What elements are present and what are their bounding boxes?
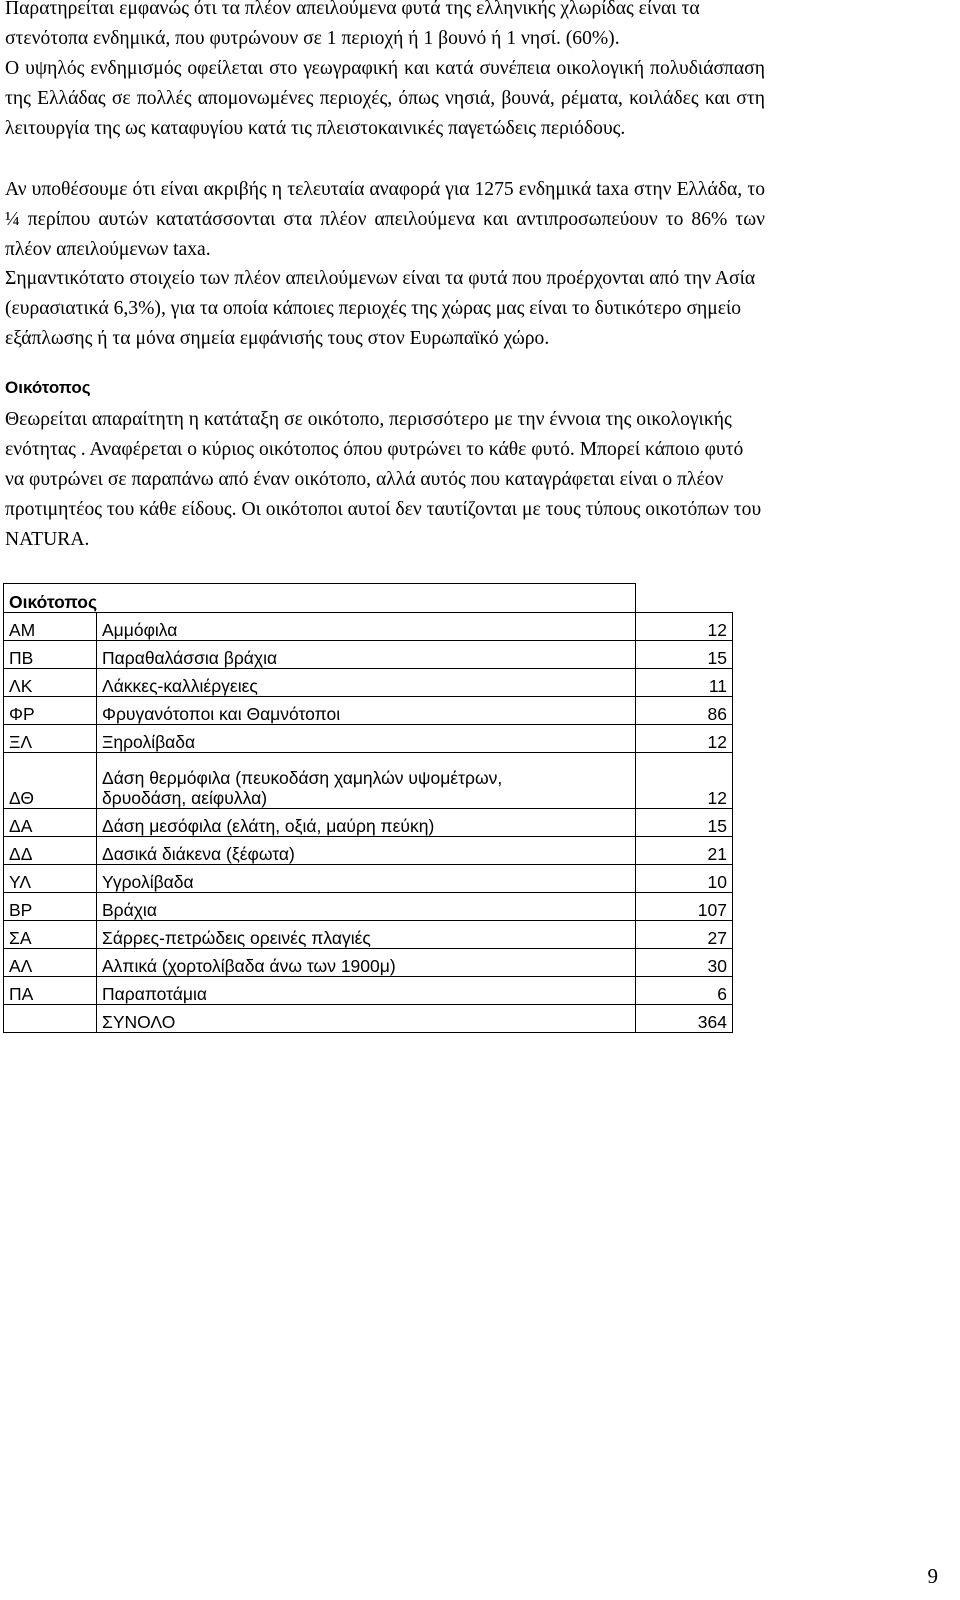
- table-row: [4, 809, 733, 837]
- habitat-name: Δασικά διάκενα (ξέφωτα): [97, 837, 636, 865]
- habitat-count: 107: [636, 893, 733, 921]
- table-row: [4, 837, 733, 865]
- habitat-count: 11: [636, 669, 733, 697]
- page-number: 9: [927, 1564, 938, 1588]
- table-total-row: [4, 1005, 733, 1033]
- habitat-count: 15: [636, 809, 733, 837]
- habitat-code: ΔΑ: [4, 809, 97, 837]
- habitat-name: Αλπικά (χορτολίβαδα άνω των 1900μ): [97, 949, 636, 977]
- habitat-name: Ξηρολίβαδα: [97, 725, 636, 753]
- habitat-code: ΛΚ: [4, 669, 97, 697]
- habitat-count: 12: [636, 613, 733, 641]
- paragraph-asian-origin: Σημαντικότατο στοιχείο των πλέον απειλούμενων είναι τα φυτά που προέρχονται από την Ασία (ευρασιατικά 6,3%), για τα οποία κάποιες περιοχές της χώρας μας είναι το δυτικότερο σημείο εξάπλωσης ή τα μόνα σημεία εμφάνισής τους στον Ευρωπαϊκό χώρο.: [5, 268, 756, 349]
- habitat-name: Παραποτάμια: [97, 977, 636, 1005]
- habitat-code: ΔΔ: [4, 837, 97, 865]
- habitat-count: 27: [636, 921, 733, 949]
- table-row: [4, 669, 733, 697]
- total-value: 364: [636, 1005, 733, 1033]
- table-row: [4, 977, 733, 1005]
- table-row: [4, 921, 733, 949]
- habitat-code: ΑΛ: [4, 949, 97, 977]
- habitat-count: 86: [636, 697, 733, 725]
- habitat-count: 15: [636, 641, 733, 669]
- habitat-name: Παραθαλάσσια βράχια: [97, 641, 636, 669]
- total-label: ΣΥΝΟΛΟ: [97, 1005, 636, 1033]
- table-title-row: [4, 584, 733, 613]
- table-row: [4, 893, 733, 921]
- habitat-name: Λάκκες-καλλιέργειες: [97, 669, 636, 697]
- table-row: [4, 753, 733, 809]
- habitat-count: 12: [636, 725, 733, 753]
- table-row: [4, 725, 733, 753]
- table-row: [4, 949, 733, 977]
- habitat-name: Βράχια: [97, 893, 636, 921]
- table-title: Οικότοπος: [4, 584, 636, 613]
- habitat-code: ΠΒ: [4, 641, 97, 669]
- paragraph-endemic-taxa: Αν υποθέσουμε ότι είναι ακριβής η τελευταία αναφορά για 1275 ενδημικά taxa στην Ελλάδα, το ¼ περίπου αυτών κατατάσσονται στα πλέον απειλούμενα και αντιπροσωπεύουν το 86% των πλέον απειλούμενων taxa.: [5, 179, 765, 260]
- habitat-count: 6: [636, 977, 733, 1005]
- habitat-count: 30: [636, 949, 733, 977]
- table-row: [4, 697, 733, 725]
- habitat-name: [97, 753, 636, 809]
- paragraph-endemism-cause: Ο υψηλός ενδημισμός οφείλεται στο γεωγραφική και κατά συνέπεια οικολογική πολυδιάσπαση της Ελλάδας σε πολλές απομονωμένες περιοχές, όπως νησιά, βουνά, ρέματα, κοιλάδες και στη λειτουργία της ως καταφυγίου κατά τις πλειστοκαινικές παγετώδεις περιόδους.: [5, 58, 765, 139]
- habitat-code: ΞΛ: [4, 725, 97, 753]
- habitat-name: Αμμόφιλα: [97, 613, 636, 641]
- habitat-count: 10: [636, 865, 733, 893]
- section-heading-habitat: Οικότοπος: [5, 378, 91, 397]
- habitat-name: Δάση μεσόφιλα (ελάτη, οξιά, μαύρη πεύκη): [97, 809, 636, 837]
- habitat-code: ΠΑ: [4, 977, 97, 1005]
- table-title-empty-cell: [636, 584, 733, 613]
- table-row: [4, 641, 733, 669]
- habitat-code: ΣΑ: [4, 921, 97, 949]
- habitat-name: Υγρολίβαδα: [97, 865, 636, 893]
- habitat-code: ΑΜ: [4, 613, 97, 641]
- habitat-count: 21: [636, 837, 733, 865]
- habitat-count: 12: [636, 753, 733, 809]
- habitat-name: Σάρρες-πετρώδεις ορεινές πλαγιές: [97, 921, 636, 949]
- paragraph-habitat-description: Θεωρείται απαραίτητη η κατάταξη σε οικότοπο, περισσότερο με την έννοια της οικολογικής ενότητας . Αναφέρεται ο κύριος οικότοπος όπου φυτρώνει το κάθε φυτό. Μπορεί κάποιο φυτό να φυτρώνει σε παραπάνω από έναν οικότοπο, αλλά αυτός που καταγράφεται είναι ο πλέον προτιμητέος του κάθε είδους. Οι οικότοποι αυτοί δεν ταυτίζονται με τους τύπους οικοτόπων του NATURA.: [5, 409, 762, 550]
- habitat-name-line-1: Δάση θερμόφιλα (πευκοδάση χαμηλών υψομέτρων,: [102, 768, 503, 788]
- habitat-name: Φρυγανότοποι και Θαμνότοποι: [97, 697, 636, 725]
- habitat-table: [3, 583, 733, 1033]
- habitat-code: ΔΘ: [4, 753, 97, 809]
- habitat-code: ΥΛ: [4, 865, 97, 893]
- paragraph-endemic-threat: Παρατηρείται εμφανώς ότι τα πλέον απειλούμενα φυτά της ελληνικής χλωρίδας είναι τα στενότοπα ενδημικά, που φυτρώνουν σε 1 περιοχή ή 1 βουνό ή 1 νησί. (60%).: [5, 0, 700, 49]
- habitat-name-line-2: δρυοδάση, αείφυλλα): [102, 788, 268, 808]
- table-row: [4, 865, 733, 893]
- habitat-code: ΒΡ: [4, 893, 97, 921]
- total-empty-cell: [4, 1005, 97, 1033]
- habitat-code: ΦΡ: [4, 697, 97, 725]
- table-row: [4, 613, 733, 641]
